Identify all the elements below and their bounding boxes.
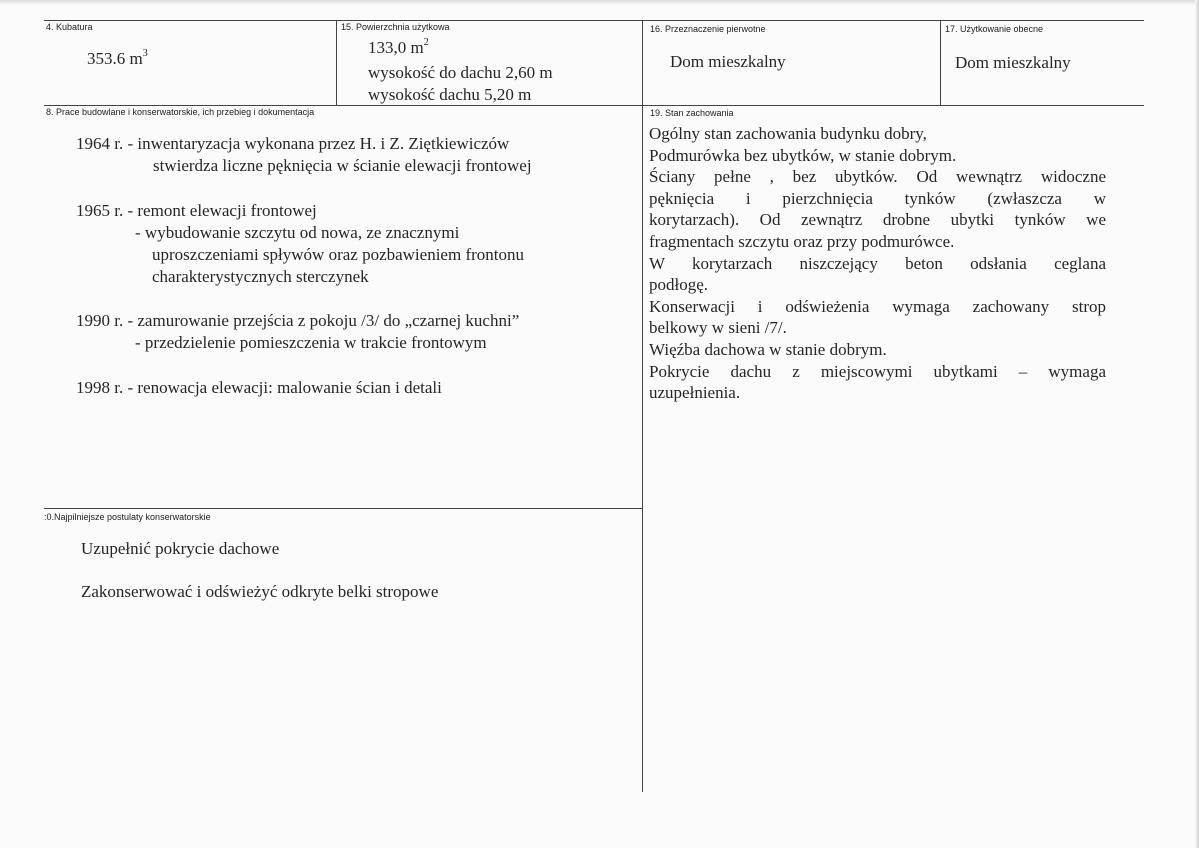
uzytkowanie-label: 17. Użytkowanie obecne	[945, 24, 1044, 34]
prace-line: 1964 r. - inwentaryzacja wykonana przez H. i Z. Ziętkiewiczów	[76, 134, 510, 153]
stan-line: Pokrycie dachu z miejscowymi ubytkami – wymaga	[649, 361, 1106, 381]
rule-top	[44, 20, 1144, 21]
kubatura-unit-exponent: 3	[142, 48, 148, 59]
stan-line: Ogólny stan zachowania budynku dobry,	[649, 124, 927, 143]
prace-line: 1965 r. - remont elewacji frontowej	[76, 201, 317, 220]
rule-v-main	[642, 20, 643, 792]
kubatura-value: 353.6 $m^3$	[87, 48, 148, 68]
prace-line: - wybudowanie szczytu od nowa, ze znacznymi	[135, 223, 460, 242]
prace-label: 8. Prace budowlane i konserwatorskie, ich przebieg i dokumentacja	[46, 107, 315, 117]
stan-line: Więźba dachowa w stanie dobrym.	[649, 339, 887, 359]
powierzchnia-area: 133,0 $m^2$	[368, 37, 429, 57]
stan-line: pęknięcia i pierzchnięcia tynków (zwłaszcza w	[649, 188, 1106, 208]
rule-row1-bottom	[44, 105, 1144, 106]
rule-v-kubatura	[336, 20, 337, 106]
rule-section8-bottom	[44, 508, 642, 509]
powierzchnia-height: wysokość dachu 5,20 m	[368, 85, 532, 104]
stan-line: podłogę.	[649, 275, 709, 295]
stan-line: belkowy w sieni /7/.	[649, 318, 787, 338]
stan-line: fragmentach szczytu oraz przy podmurówce.	[649, 231, 955, 251]
powierzchnia-label: 15. Powierzchnia użytkowa	[341, 22, 450, 32]
stan-line: Konserwacji i odświeżenia wymaga zachowany strop	[649, 296, 1106, 316]
stan-text	[649, 123, 1106, 404]
uzytkowanie-value: Dom mieszkalny	[955, 53, 1071, 72]
scan-edge-right	[1195, 0, 1199, 848]
prace-line: - przedzielenie pomieszczenia w trakcie frontowym	[135, 333, 487, 352]
stan-line: Ściany pełne , bez ubytków. Od wewnątrz widoczne	[649, 167, 1106, 187]
prace-line: charakterystycznych sterczynek	[152, 267, 369, 286]
stan-label: 19. Stan zachowania	[650, 108, 734, 118]
stan-line: Podmurówka bez ubytków, w stanie dobrym.	[649, 145, 957, 165]
prace-line: 1998 r. - renowacja elewacji: malowanie ścian i detali	[76, 378, 442, 397]
przeznaczenie-value: Dom mieszkalny	[670, 52, 786, 71]
postulaty-label: :0.Najpilniejsze postulaty konserwatorskie	[44, 512, 211, 522]
stan-line: korytarzach). Od zewnątrz drobne ubytki tynków we	[649, 210, 1106, 230]
powierzchnia-roof-height: wysokość do dachu 2,60 m	[368, 63, 553, 82]
stan-line: W korytarzach niszczejący beton odsłania ceglana	[649, 253, 1106, 273]
prace-line: stwierdza liczne pęknięcia w ścianie elewacji frontowej	[153, 156, 532, 175]
postulaty-item: Uzupełnić pokrycie dachowe	[81, 539, 280, 558]
postulaty-item: Zakonserwować i odświeżyć odkryte belki stropowe	[81, 582, 439, 601]
prace-line: uproszczeniami spływów oraz pozbawieniem frontonu	[152, 245, 524, 264]
kubatura-label: 4. Kubatura	[46, 22, 93, 32]
prace-line: 1990 r. - zamurowanie przejścia z pokoju /3/ do „czarnej kuchni”	[76, 311, 520, 330]
rule-v-uzytkowanie	[940, 20, 941, 106]
powierzchnia-unit-exponent: 2	[423, 37, 429, 48]
przeznaczenie-label: 16. Przeznaczenie pierwotne	[650, 24, 766, 34]
scan-edge-top	[0, 0, 1199, 5]
stan-line: uzupełnienia.	[649, 383, 741, 403]
